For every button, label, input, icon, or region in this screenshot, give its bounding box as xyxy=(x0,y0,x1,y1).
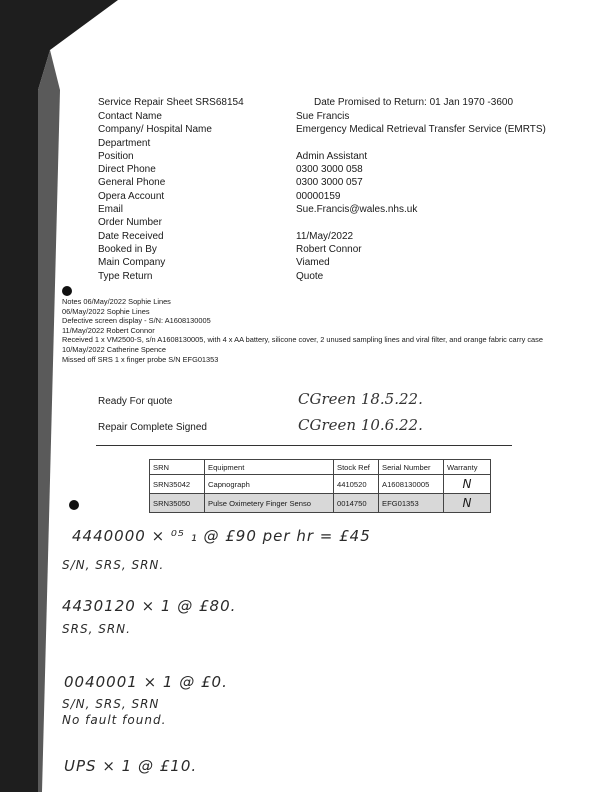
field-value: Viamed xyxy=(296,257,330,269)
handwritten-line: S/N, SRS, SRN xyxy=(62,697,160,711)
note-line: 11/May/2022 Robert Connor xyxy=(62,325,155,335)
field-label: Company/ Hospital Name xyxy=(98,124,212,136)
field-row xyxy=(98,216,546,229)
equipment-cell: Capnograph xyxy=(205,475,334,494)
warranty-cell: N xyxy=(444,475,491,494)
field-label: Type Return xyxy=(98,270,153,282)
field-label: Date Received xyxy=(98,230,164,242)
note-line: 10/May/2022 Catherine Spence xyxy=(62,344,166,354)
field-label: Opera Account xyxy=(98,190,165,202)
field-value: 00000159 xyxy=(296,190,341,202)
field-label: Main Company xyxy=(98,257,166,269)
field-label: Position xyxy=(98,150,134,162)
field-row xyxy=(98,163,546,176)
table-header-row xyxy=(150,460,491,475)
field-row xyxy=(98,110,546,123)
field-row xyxy=(98,176,546,189)
column-header: Equipment xyxy=(205,460,334,475)
srn-cell: SRN35050 xyxy=(150,494,205,513)
field-row xyxy=(98,137,546,150)
warranty-cell: N xyxy=(444,494,491,513)
handwritten-line: 4430120 × 1 @ £80. xyxy=(62,597,237,615)
column-header: Serial Number xyxy=(379,460,444,475)
field-label: Email xyxy=(98,204,124,216)
equipment-cell: Pulse Oximetery Finger Senso xyxy=(205,494,334,513)
handwritten-line: No fault found. xyxy=(62,713,167,727)
note-line: Missed off SRS 1 x finger probe S/N EFG01353 xyxy=(62,354,219,364)
handwritten-line: S/N, SRS, SRN. xyxy=(62,558,165,572)
complete-signature: CGreen 10.6.22. xyxy=(298,416,423,434)
repair-complete-label: Repair Complete Signed xyxy=(98,422,207,433)
field-label: Department xyxy=(98,137,151,149)
field-label: General Phone xyxy=(98,177,166,189)
field-label: Booked in By xyxy=(98,243,157,255)
field-value: 0300 3000 058 xyxy=(296,164,363,176)
field-row xyxy=(98,190,546,203)
column-header: Stock Ref xyxy=(334,460,379,475)
serial-cell: EFG01353 xyxy=(379,494,444,513)
field-row xyxy=(98,150,546,163)
contact-fields xyxy=(98,110,546,283)
handwritten-line: 0040001 × 1 @ £0. xyxy=(64,673,228,691)
stock-ref-cell: 4410520 xyxy=(334,475,379,494)
table-row xyxy=(150,475,491,494)
ready-signature: CGreen 18.5.22. xyxy=(298,390,423,408)
field-value: Robert Connor xyxy=(296,243,362,255)
divider-line xyxy=(96,445,512,446)
field-value: Quote xyxy=(296,270,324,282)
note-line: 06/May/2022 Sophie Lines xyxy=(62,306,150,316)
field-value: 11/May/2022 xyxy=(296,230,354,242)
notes-section xyxy=(62,297,610,364)
field-row xyxy=(98,123,546,136)
column-header: Warranty xyxy=(444,460,491,475)
field-value: Admin Assistant xyxy=(296,150,368,162)
field-row xyxy=(98,203,546,216)
sheet-title: Service Repair Sheet SRS68154 xyxy=(98,97,244,108)
column-header: SRN xyxy=(150,460,205,475)
punch-hole-lower xyxy=(69,500,79,510)
field-row xyxy=(98,256,546,269)
serial-cell: A1608130005 xyxy=(379,475,444,494)
equipment-table xyxy=(149,459,491,513)
field-value: Emergency Medical Retrieval Transfer Service (EMRTS) xyxy=(296,124,546,136)
note-line: Defective screen display - S/N: A1608130005 xyxy=(62,316,211,326)
handwritten-line: SRS, SRN. xyxy=(62,622,131,636)
ready-for-quote-label: Ready For quote xyxy=(98,396,173,407)
field-value: Sue.Francis@wales.nhs.uk xyxy=(296,204,418,216)
handwritten-line: UPS × 1 @ £10. xyxy=(64,757,198,775)
field-row xyxy=(98,243,546,256)
field-label: Order Number xyxy=(98,217,162,229)
handwritten-line: 4440000 × ⁰⁵ ₁ @ £90 per hr = £45 xyxy=(72,527,371,545)
table-row xyxy=(150,494,491,513)
field-value: 0300 3000 057 xyxy=(296,177,363,189)
punch-hole-upper xyxy=(62,286,72,296)
stock-ref-cell: 0014750 xyxy=(334,494,379,513)
field-label: Contact Name xyxy=(98,111,162,122)
note-line: Received 1 x VM2500-S, s/n A1608130005, with 4 x AA battery, silicone cover, 2 unused sampling lines and viral filter, and orange fabric carry case xyxy=(62,335,543,345)
field-row xyxy=(98,270,546,283)
field-value: Sue Francis xyxy=(296,111,350,122)
note-line: Notes 06/May/2022 Sophie Lines xyxy=(62,297,171,306)
field-label: Direct Phone xyxy=(98,164,156,176)
srn-cell: SRN35042 xyxy=(150,475,205,494)
date-promised: Date Promised to Return: 01 Jan 1970 -3600 xyxy=(314,97,514,108)
field-row xyxy=(98,230,546,243)
